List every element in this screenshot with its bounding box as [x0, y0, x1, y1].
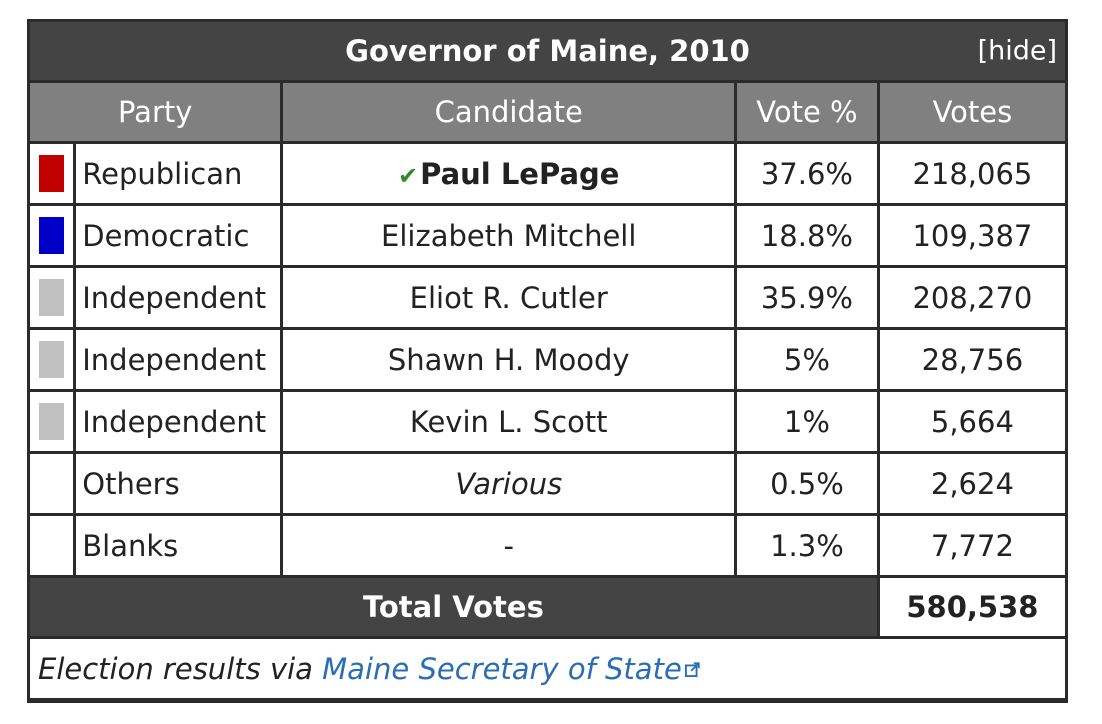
vote-count: 2,624 [880, 454, 1065, 513]
vote-count: 5,664 [880, 392, 1065, 451]
party-name: Democratic [76, 206, 280, 265]
vote-percent: 37.6% [737, 144, 877, 203]
party-color-cell [30, 330, 73, 389]
vote-percent: 35.9% [737, 268, 877, 327]
winner-check-icon: ✔ [397, 161, 419, 190]
party-color-swatch [39, 155, 64, 192]
vote-percent: 1% [737, 392, 877, 451]
vote-count: 28,756 [880, 330, 1065, 389]
table-row [30, 454, 1065, 513]
party-name: Republican [76, 144, 280, 203]
source-row [30, 639, 1065, 698]
candidate-cell [283, 206, 734, 265]
external-link-icon [685, 662, 700, 677]
party-name: Independent [76, 392, 280, 451]
vote-percent: 5% [737, 330, 877, 389]
party-color-cell [30, 206, 73, 265]
vote-count: 7,772 [880, 516, 1065, 575]
party-name: Independent [76, 330, 280, 389]
party-color-swatch [39, 403, 64, 440]
header-vote-pct: Vote % [737, 83, 877, 141]
hide-toggle[interactable]: [hide] [977, 35, 1057, 67]
party-color-cell [30, 144, 73, 203]
table-row [30, 144, 1065, 203]
candidate-cell [283, 454, 734, 513]
vote-count: 208,270 [880, 268, 1065, 327]
header-row [30, 83, 1065, 141]
vote-count: 218,065 [880, 144, 1065, 203]
total-row [30, 578, 1065, 636]
party-name: Blanks [76, 516, 280, 575]
source-cell [30, 639, 1065, 698]
candidate-name: - [503, 528, 514, 563]
source-link-text: Maine Secretary of State [322, 651, 682, 686]
candidate-cell [283, 392, 734, 451]
vote-percent: 18.8% [737, 206, 877, 265]
candidate-cell [283, 516, 734, 575]
candidate-name: Eliot R. Cutler [409, 280, 608, 315]
total-label: Total Votes [30, 578, 877, 636]
header-candidate: Candidate [283, 83, 734, 141]
source-link[interactable] [322, 652, 700, 686]
header-party: Party [30, 83, 280, 141]
party-color-cell [30, 392, 73, 451]
party-color-cell [30, 516, 73, 575]
vote-percent: 0.5% [737, 454, 877, 513]
total-value: 580,538 [880, 578, 1065, 636]
table-row [30, 392, 1065, 451]
party-color-swatch [39, 279, 64, 316]
party-color-swatch [39, 341, 64, 378]
source-prefix: Election results via [38, 651, 323, 686]
candidate-name: Kevin L. Scott [409, 404, 608, 439]
party-color-cell [30, 454, 73, 513]
table-row [30, 330, 1065, 389]
candidate-name: Shawn H. Moody [387, 342, 630, 377]
table-row [30, 206, 1065, 265]
candidate-cell [283, 144, 734, 203]
election-results-box [27, 19, 1068, 703]
table-row [30, 268, 1065, 327]
header-votes: Votes [880, 83, 1065, 141]
party-color-cell [30, 268, 73, 327]
results-table [27, 19, 1068, 701]
candidate-cell [283, 330, 734, 389]
table-row [30, 516, 1065, 575]
candidate-name: Elizabeth Mitchell [381, 218, 637, 253]
vote-count: 109,387 [880, 206, 1065, 265]
candidate-cell [283, 268, 734, 327]
table-title-cell [30, 22, 1065, 80]
title-row [30, 22, 1065, 80]
candidate-name: Paul LePage [420, 156, 620, 191]
party-name: Independent [76, 268, 280, 327]
candidate-name: Various [455, 466, 563, 501]
vote-percent: 1.3% [737, 516, 877, 575]
party-name: Others [76, 454, 280, 513]
table-title: Governor of Maine, 2010 [345, 34, 750, 68]
party-color-swatch [39, 217, 64, 254]
